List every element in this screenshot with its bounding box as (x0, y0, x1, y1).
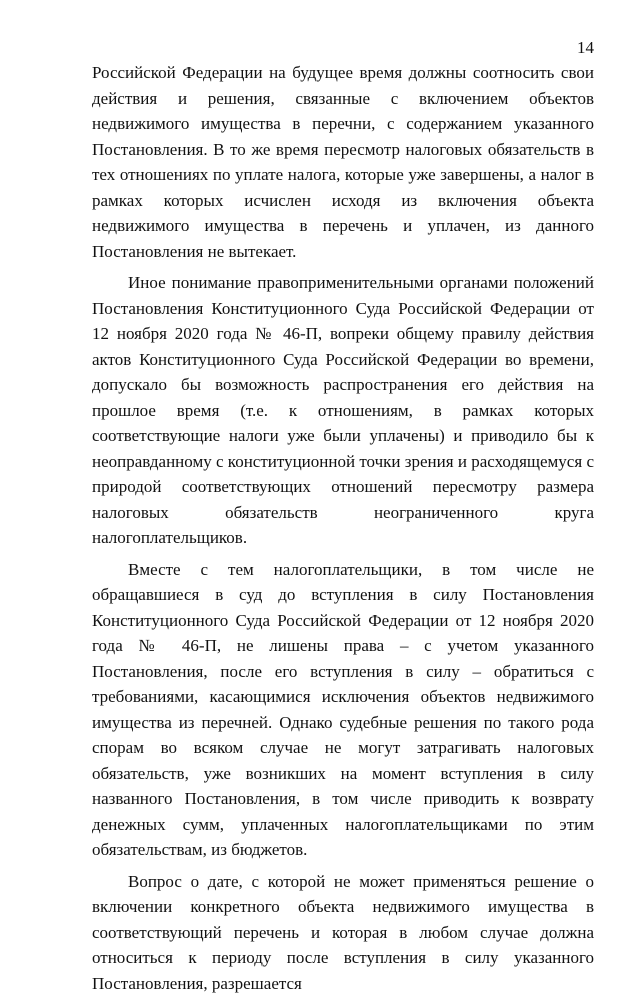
paragraph: Вопрос о дате, с которой не может применяться решение о включении конкретного объекта недвижимого имущества в соответствующий перечень и которая в любом случае должна относиться к периоду после вступления в силу указанного Постановления, разрешается (92, 869, 594, 996)
page-number: 14 (577, 38, 594, 58)
document-body (92, 60, 594, 996)
paragraph: Иное понимание правоприменительными органами положений Постановления Конституционного Суда Российской Федерации от 12 ноября 2020 года № 46-П, вопреки общему правилу действия актов Конституционного Суда Российской Федерации во времени, допускало бы возможность распространения его действия на прошлое время (т.е. к отношениям, в рамках которых соответствующие налоги уже были уплачены) и приводило бы к неоправданному с конституционной точки зрения и расходящемуся с природой соответствующих отношений пересмотру размера налоговых обязательств неограниченного круга налогоплательщиков. (92, 270, 594, 551)
paragraph-continuation: Российской Федерации на будущее время должны соотносить свои действия и решения, связанные с включением объектов недвижимого имущества в перечни, с содержанием указанного Постановления. В то же время пересмотр налоговых обязательств в тех отношениях по уплате налога, которые уже завершены, а налог в рамках которых исчислен исходя из включения объекта недвижимого имущества в перечень и уплачен, из данного Постановления не вытекает. (92, 60, 594, 264)
paragraph: Вместе с тем налогоплательщики, в том числе не обращавшиеся в суд до вступления в силу Постановления Конституционного Суда Российской Федерации от 12 ноября 2020 года № 46-П, не лишены права – с учетом указанного Постановления, после его вступления в силу – обратиться с требованиями, касающимися исключения объектов недвижимого имущества из перечней. Однако судебные решения по такого рода спорам во всяком случае не могут затрагивать налоговых обязательств, уже возникших на момент вступления в силу названного Постановления, в том числе приводить к возврату денежных сумм, уплаченных налогоплательщиками по этим обязательствам, из бюджетов. (92, 557, 594, 863)
